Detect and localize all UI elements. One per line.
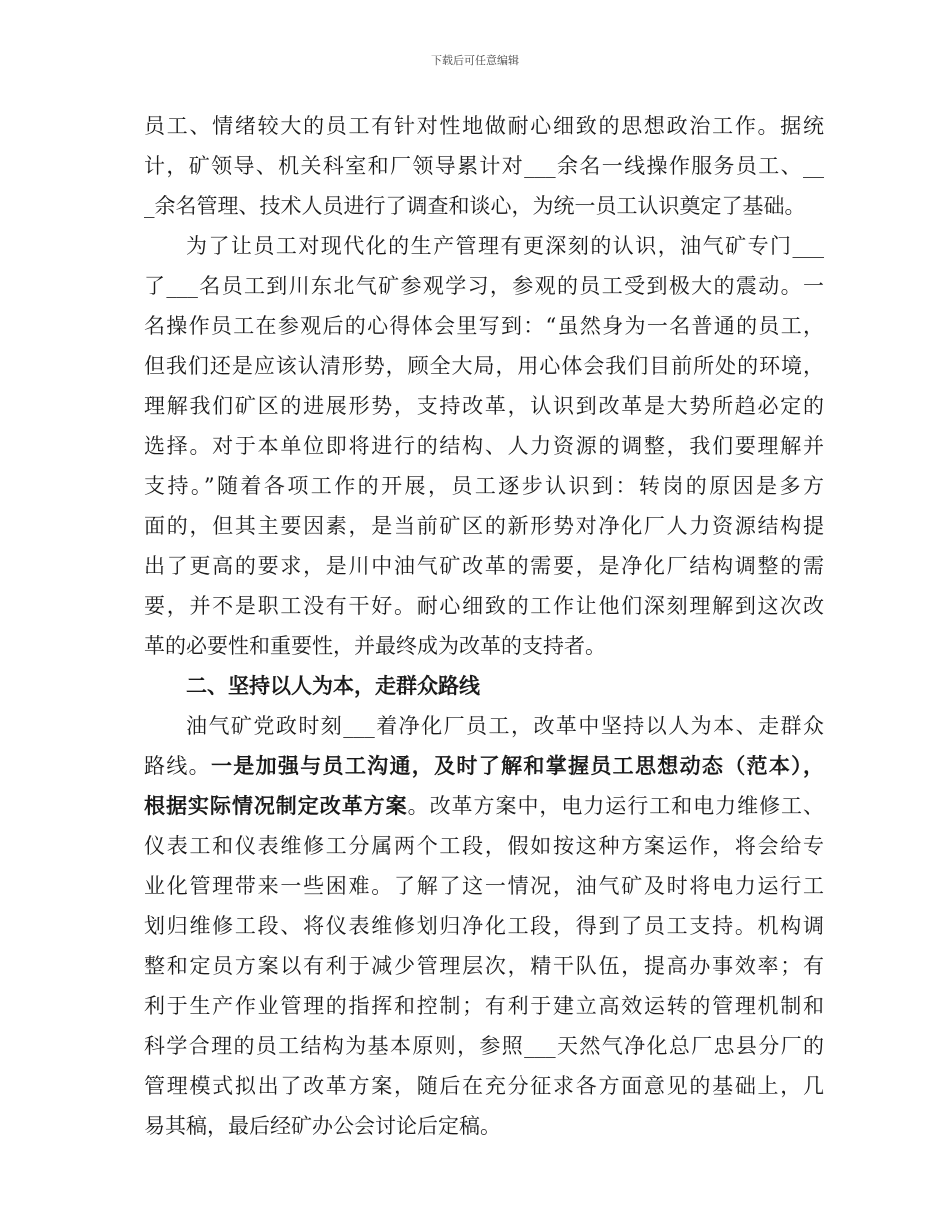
text-run: 路线。	[144, 754, 211, 778]
text-line: 但我们还是应该认清形势，顾全大局，用心体会我们目前所处的环境，	[144, 354, 824, 378]
text-line: 整和定员方案以有利于减少管理层次，精干队伍，提高办事效率；有	[144, 954, 824, 978]
text-line: 油气矿党政时刻___着净化厂员工，改革中坚持以人为本、走群众	[186, 714, 824, 738]
text-line: 支持。”随着各项工作的开展，员工逐步认识到：转岗的原因是多方	[144, 474, 824, 498]
paragraph-3	[144, 706, 824, 1146]
text-line: 业化管理带来一些困难。了解了这一情况，油气矿及时将电力运行工	[144, 874, 824, 898]
text-line: _余名管理、技术人员进行了调查和谈心，为统一员工认识奠定了基础。	[144, 194, 806, 218]
text-line: 科学合理的员工结构为基本原则，参照___天然气净化总厂忠县分厂的	[144, 1034, 824, 1058]
text-run: 。改革方案中，电力运行工和电力维修工、	[407, 794, 825, 818]
text-line: 仪表工和仪表维修工分属两个工段，假如按这种方案运作，将会给专	[144, 834, 824, 858]
text-line	[144, 786, 824, 826]
text-line: 理解我们矿区的进展形势，支持改革，认识到改革是大势所趋必定的	[144, 394, 824, 418]
text-line: 面的，但其主要因素，是当前矿区的新形势对净化厂人力资源结构提	[144, 514, 824, 538]
text-line: 名操作员工在参观后的心得体会里写到：“虽然身为一名普通的员工，	[144, 314, 824, 338]
text-line: 利于生产作业管理的指挥和控制；有利于建立高效运转的管理机制和	[144, 994, 824, 1018]
text-line	[144, 746, 824, 786]
text-line: 革的必要性和重要性，并最终成为改革的支持者。	[144, 634, 606, 658]
paragraph-1	[144, 106, 824, 226]
paragraph-2	[144, 226, 824, 666]
text-line: 员工、情绪较大的员工有针对性地做耐心细致的思想政治工作。据统	[144, 114, 824, 138]
text-line: 易其稿，最后经矿办公会讨论后定稿。	[144, 1114, 501, 1138]
page-header-note: 下载后可任意编辑	[431, 54, 519, 67]
text-line: 选择。对于本单位即将进行的结构、人力资源的调整，我们要理解并	[144, 434, 824, 458]
text-line: 管理模式拟出了改革方案，随后在充分征求各方面意见的基础上，几	[144, 1074, 824, 1098]
bold-text-run: 根据实际情况制定改革方案	[144, 793, 408, 818]
document-body	[144, 106, 824, 1146]
section-heading: 二、坚持以人为本，走群众路线	[186, 673, 480, 698]
text-line: 出了更高的要求，是川中油气矿改革的需要，是净化厂结构调整的需	[144, 554, 824, 578]
text-line: 了___名员工到川东北气矿参观学习，参观的员工受到极大的震动。一	[144, 274, 824, 298]
text-line: 要，并不是职工没有干好。耐心细致的工作让他们深刻理解到这次改	[144, 594, 824, 618]
text-line: 为了让员工对现代化的生产管理有更深刻的认识，油气矿专门___	[186, 234, 824, 258]
text-line: 计，矿领导、机关科室和厂领导累计对___余名一线操作服务员工、__	[144, 154, 824, 178]
bold-text-run: 一是加强与员工沟通，及时了解和掌握员工思想动态（范本），	[210, 753, 825, 778]
text-line: 划归维修工段、将仪表维修划归净化工段，得到了员工支持。机构调	[144, 914, 824, 938]
